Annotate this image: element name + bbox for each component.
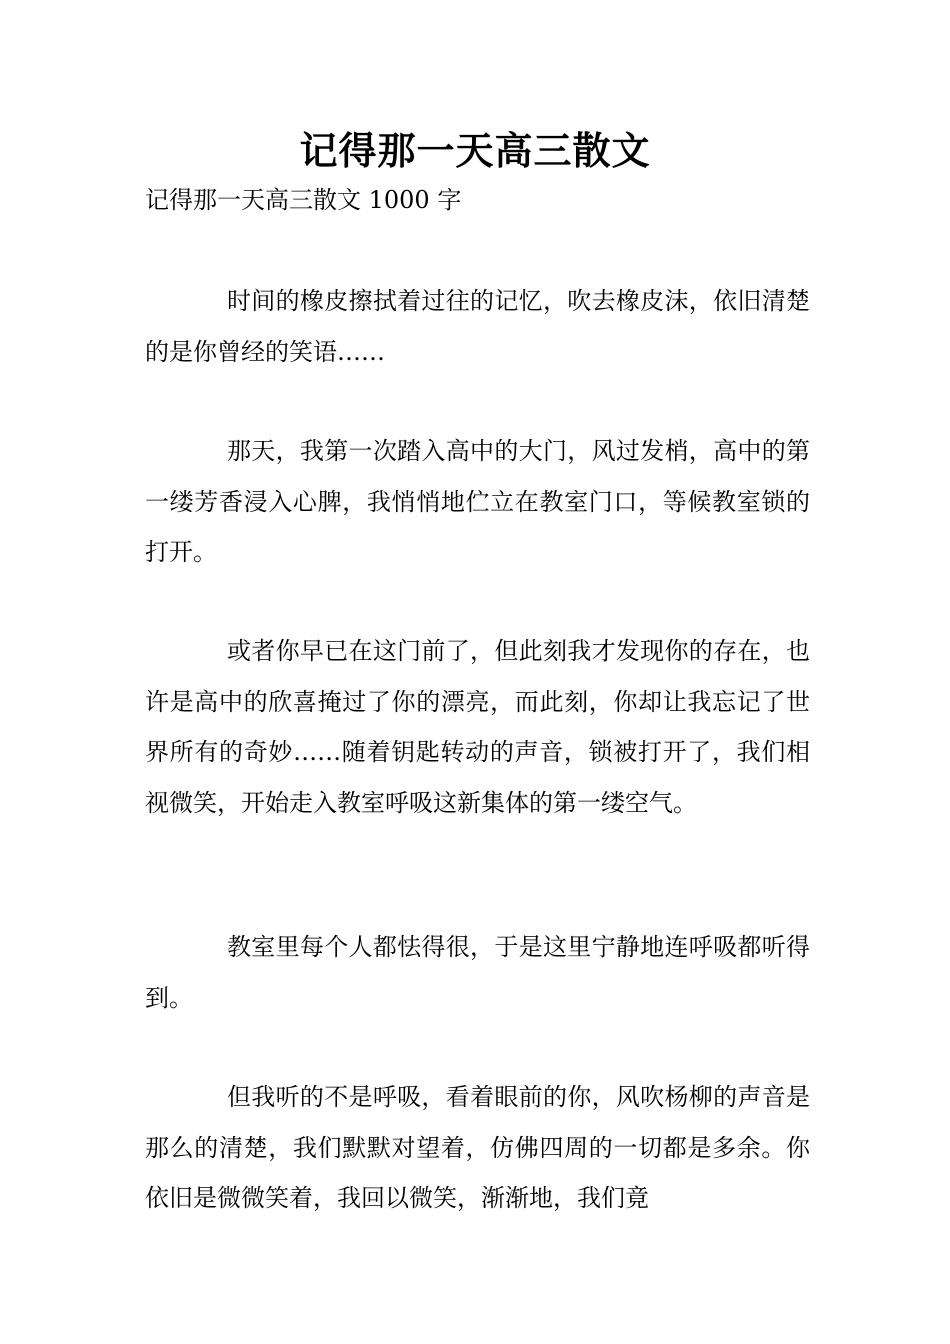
paragraph: 或者你早已在这门前了，但此刻我才发现你的存在，也许是高中的欣喜掩过了你的漂亮，而此刻，你却让我忘记了世界所有的奇妙……随着钥匙转动的声音，锁被打开了，我们相视微笑，开始走入教室呼吸这新集体的第一缕空气。	[145, 637, 810, 817]
paragraph: 教室里每个人都怯得很，于是这里宁静地连呼吸都听得到。	[145, 933, 810, 1012]
paragraph: 但我听的不是呼吸，看着眼前的你，风吹杨柳的声音是那么的清楚，我们默默对望着，仿佛四周的一切都是多余。你依旧是微微笑着，我回以微笑，渐渐地，我们竟	[145, 1083, 810, 1212]
document-subtitle: 记得那一天高三散文 1000 字	[145, 186, 462, 214]
document-title: 记得那一天高三散文	[299, 129, 651, 173]
paragraph: 那天，我第一次踏入高中的大门，风过发梢，高中的第一缕芳香浸入心脾，我悄悄地伫立在教室门口，等候教室锁的打开。	[145, 437, 810, 566]
paragraph: 时间的橡皮擦拭着过往的记忆，吹去橡皮沫，依旧清楚的是你曾经的笑语……	[145, 287, 810, 366]
